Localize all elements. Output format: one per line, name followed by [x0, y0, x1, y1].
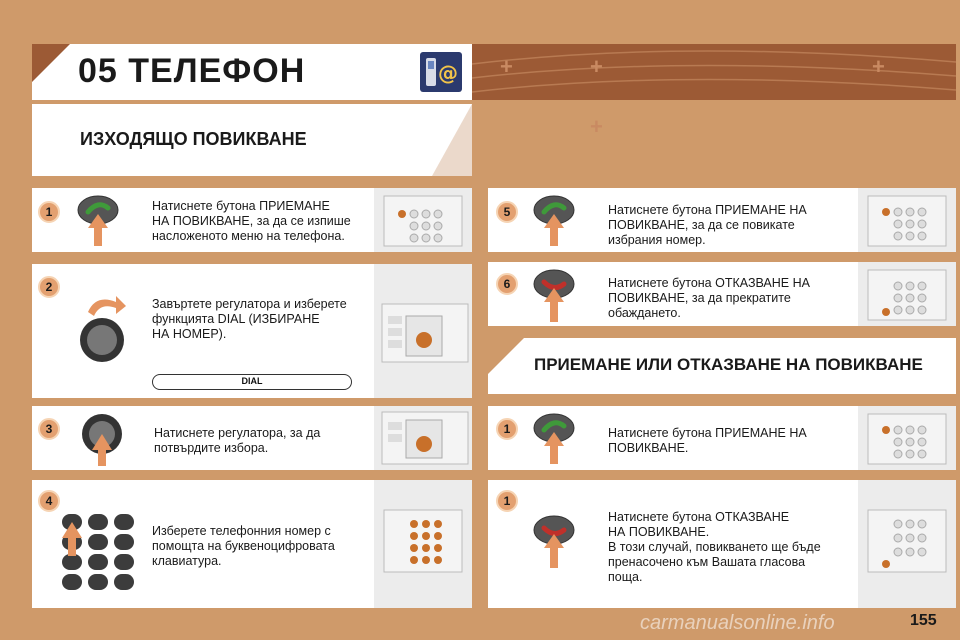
step-text: Натиснете бутона ОТКАЗВАНЕ НА ПОВИКВАНЕ. В този случай, повикването ще бъде пренасочено към Вашата гласова поща. — [608, 510, 821, 584]
step-text: Натиснете бутона ОТКАЗВАНЕ НА ПОВИКВАНЕ, за да прекратите обаждането. — [608, 276, 810, 320]
svg-text:@: @ — [438, 61, 458, 85]
step-text: Натиснете регулатора, за да потвърдите избора. — [154, 426, 321, 455]
radio-image — [374, 406, 472, 470]
dial-display: DIAL — [152, 374, 352, 390]
keypad-image — [858, 406, 956, 470]
section-title-incoming: ПРИЕМАНЕ ИЛИ ОТКАЗВАНЕ НА ПОВИКВАНЕ — [534, 355, 923, 374]
step-text: Изберете телефонния номер с помощта на буквеноцифровата клавиатура. — [152, 524, 335, 568]
plus-decoration: + — [872, 54, 885, 79]
step-number: 1 — [496, 490, 518, 512]
step-text: Завъртете регулатора и изберете функцията DIAL (ИЗБИРАНЕ НА НОМЕР). — [152, 297, 347, 341]
step-number: 1 — [496, 418, 518, 440]
radio-unit-icon — [374, 264, 472, 398]
page-title: 05 ТЕЛЕФОН — [78, 52, 306, 90]
keypad-image — [374, 480, 472, 608]
radio-unit-icon — [374, 406, 472, 470]
keypad-icon — [858, 406, 956, 470]
call-accept-icon — [530, 192, 580, 248]
call-accept-icon — [530, 410, 580, 466]
step-text: Натиснете бутона ПРИЕМАНЕ НА ПОВИКВАНЕ, за да се изпише насложеното меню на телефона. — [152, 199, 351, 243]
step-number: 5 — [496, 201, 518, 223]
step-number: 3 — [38, 418, 60, 440]
keypad-icon — [858, 480, 956, 608]
step-text: Натиснете бутона ПРИЕМАНЕ НА ПОВИКВАНЕ. — [608, 426, 807, 455]
step-number: 6 — [496, 273, 518, 295]
watermark: carmanualsonline.info — [640, 612, 835, 634]
call-reject-icon — [530, 266, 580, 324]
keypad-icon — [858, 188, 956, 252]
plus-decoration: + — [590, 114, 603, 139]
keypad-image — [858, 262, 956, 326]
phone-email-icon — [420, 52, 462, 92]
step-number: 4 — [38, 490, 60, 512]
rotary-knob-icon — [76, 410, 128, 468]
call-accept-icon — [74, 192, 124, 248]
keypad-icon — [858, 262, 956, 326]
section-title-outgoing: ИЗХОДЯЩО ПОВИКВАНЕ — [80, 129, 307, 149]
step-number: 2 — [38, 276, 60, 298]
step-text: Натиснете бутона ПРИЕМАНЕ НА ПОВИКВАНЕ, за да се повикате избрания номер. — [608, 203, 807, 247]
plus-decoration: + — [500, 54, 513, 79]
keypad-icon — [374, 188, 472, 252]
keypad-image — [858, 188, 956, 252]
keypad-image — [374, 188, 472, 252]
page-number: 155 — [910, 612, 937, 629]
call-reject-icon — [530, 512, 580, 570]
keypad-icon — [58, 512, 140, 598]
keypad-icon — [374, 480, 472, 608]
rotary-knob-icon — [74, 292, 134, 364]
step-number: 1 — [38, 201, 60, 223]
keypad-image — [858, 480, 956, 608]
plus-decoration: + — [590, 54, 603, 79]
radio-image — [374, 264, 472, 398]
